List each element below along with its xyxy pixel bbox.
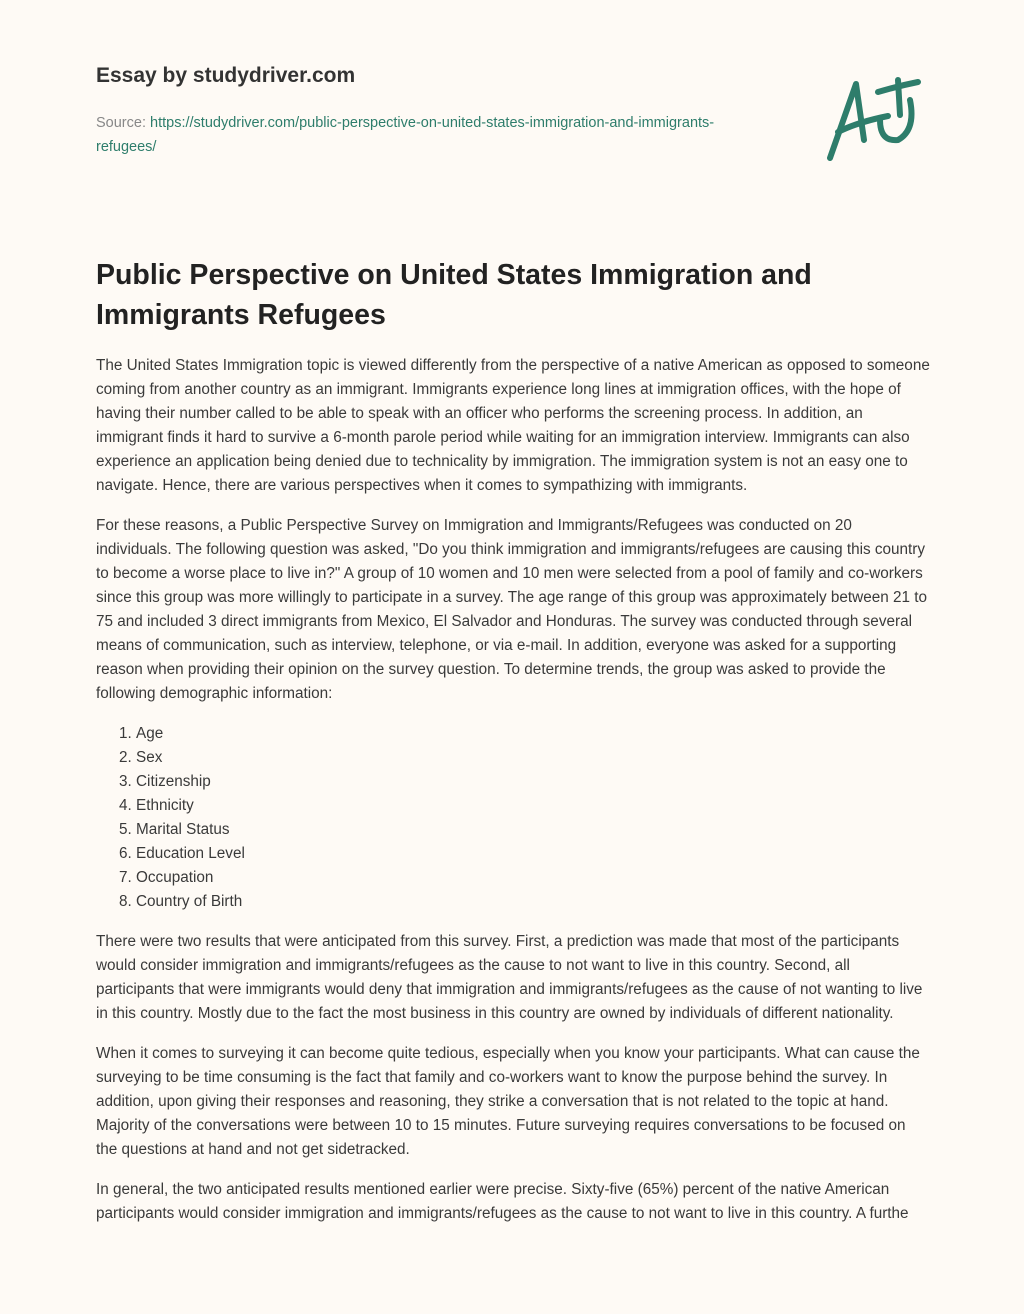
list-item: 7. Occupation <box>136 866 930 890</box>
list-item: 4. Ethnicity <box>136 794 930 818</box>
source-line <box>96 111 756 159</box>
list-item: 6. Education Level <box>136 842 930 866</box>
a-plus-logo-icon <box>818 70 928 165</box>
list-item: 8. Country of Birth <box>136 890 930 914</box>
paragraph: The United States Immigration topic is viewed differently from the perspective of a native American as opposed to someone coming from another country as an immigrant. Immigrants experience long lines at immigration offices, with the hope of having their number called to be able to speak with an officer who performs the screening process. In addition, an immigrant finds it hard to survive a 6-month parole period while waiting for an immigration interview. Immigrants can also experience an application being denied due to technicality by immigration. The immigration system is not an easy one to navigate. Hence, there are various perspectives when it comes to sympathizing with immigrants. <box>96 357 930 494</box>
list-item: 2. Sex <box>136 746 930 770</box>
list-item: 1. Age <box>136 722 930 746</box>
paragraph: For these reasons, a Public Perspective Survey on Immigration and Immigrants/Refugees was conducted on 20 individuals. The following question was asked, "Do you think immigration and immigrants/refugees are causing this country to become a worse place to live in?" A group of 10 women and 10 men were selected from a pool of family and co-workers since this group was more willingly to participate in a survey. The age range of this group was approximately between 21 to 75 and included 3 direct immigrants from Mexico, El Salvador and Honduras. The survey was conducted through several means of communication, such as interview, telephone, or via e-mail. In addition, everyone was asked for a supporting reason when providing their opinion on the survey question. To determine trends, the group was asked to provide the following demographic information: <box>96 517 928 702</box>
demographic-list <box>96 722 930 914</box>
source-link[interactable]: https://studydriver.com/public-perspective-on-united-states-immigration-and-immigrants-refugees/ <box>96 115 715 155</box>
article-body <box>96 354 930 1242</box>
paragraph: In general, the two anticipated results mentioned earlier were precise. Sixty-five (65%) percent of the native American participants would consider immigration and immigrants/refugees as the cause to not want to live in this country. A furthe <box>96 1181 909 1222</box>
article-title: Public Perspective on United States Immigration and Immigrants Refugees <box>96 259 812 331</box>
paragraph: When it comes to surveying it can become quite tedious, especially when you know your participants. What can cause the surveying to be time consuming is the fact that family and co-workers want to know the purpose behind the survey. In addition, upon giving their responses and reasoning, they strike a conversation that is not related to the topic at hand. Majority of the conversations were between 10 to 15 minutes. Future surveying requires conversations to be focused on the questions at hand and not get sidetracked. <box>96 1045 920 1158</box>
paragraph: There were two results that were anticipated from this survey. First, a prediction was made that most of the participants would consider immigration and immigrants/refugees as the cause to not want to live in this country. Second, all participants that were immigrants would deny that immigration and immigrants/refugees as the cause of not wanting to live in this country. Mostly due to the fact the most business in this country are owned by individuals of different nationality. <box>96 933 923 1022</box>
list-item: 3. Citizenship <box>136 770 930 794</box>
site-title: Essay by studydriver.com <box>96 64 356 87</box>
list-item: 5. Marital Status <box>136 818 930 842</box>
source-label: Source: <box>96 115 146 131</box>
